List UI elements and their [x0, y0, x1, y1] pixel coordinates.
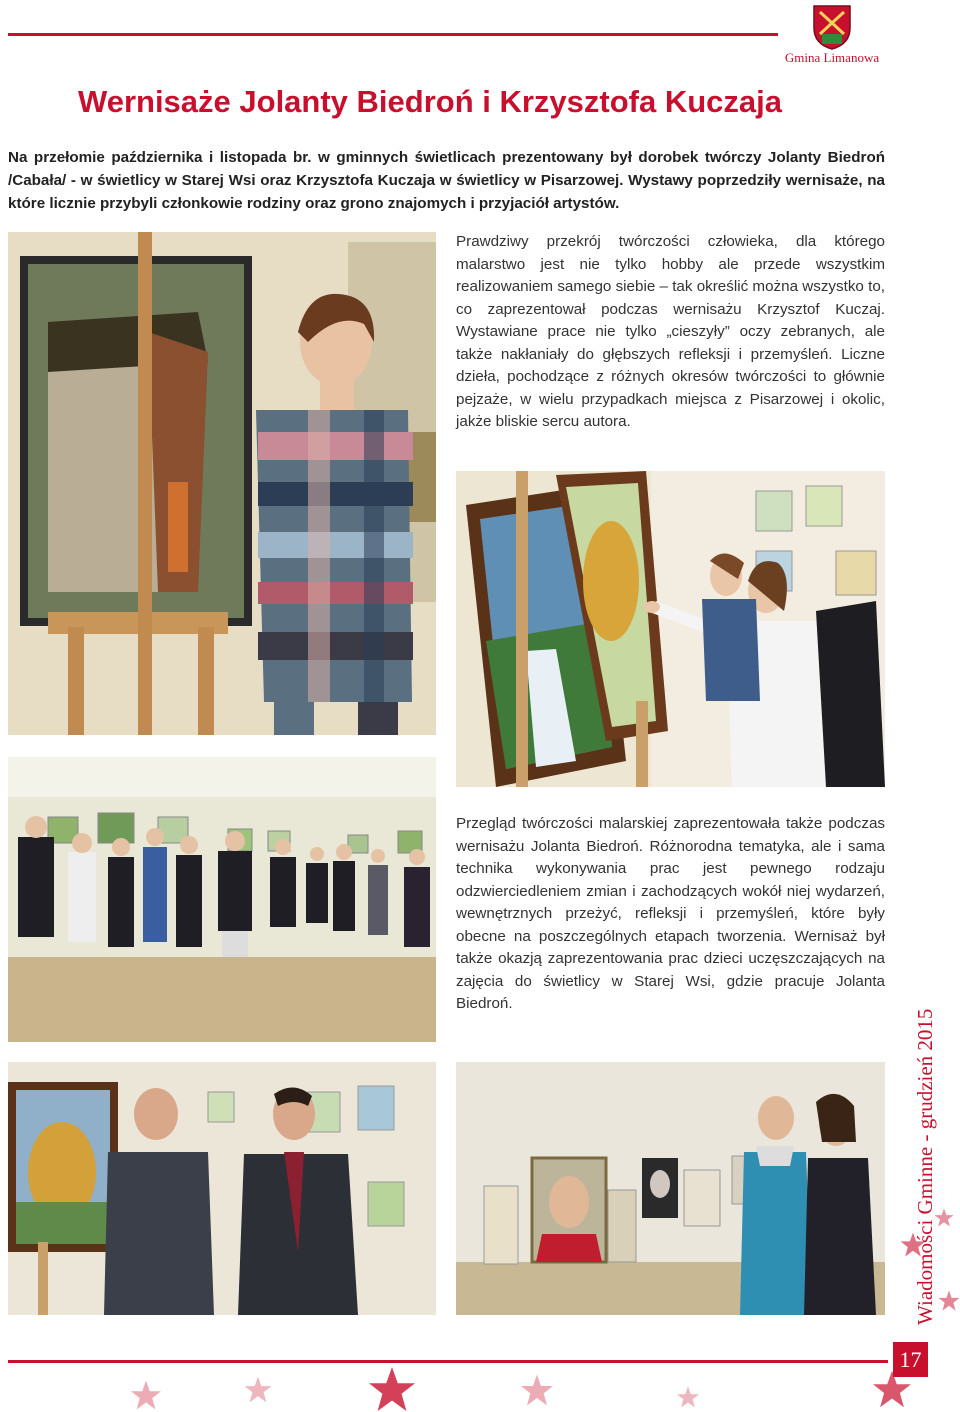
- star-decoration-icon: [520, 1374, 554, 1406]
- photo-men-at-exhibition: [8, 1062, 436, 1315]
- issue-side-label: Wiadomości Gminne - grudzień 2015: [913, 1008, 937, 1325]
- gmina-label: Gmina Limanowa: [784, 50, 880, 65]
- star-decoration-icon: [676, 1386, 700, 1408]
- photo-portraits-exhibition: [456, 1062, 885, 1315]
- article-lead: Na przełomie października i listopada br. w gminnych świetlicach prezentowany był dorobek twórczy Jolanty Biedroń /Cabała/ - w świetlicy w Starej Wsi oraz Krzysztofa Kuczaja w świetlicy w Pisarzowej. Wystawy poprzedziły wernisaże, na które licznie przybyli członkowie rodziny oraz grono znajomych i przyjaciół artystów.: [8, 149, 885, 212]
- photo-gallery-hall-group: [8, 757, 436, 1042]
- star-decoration-icon: [130, 1380, 162, 1410]
- page-number: 17: [893, 1342, 928, 1377]
- footer-rule: [8, 1360, 888, 1363]
- gmina-crest-icon: [812, 4, 852, 50]
- article-title: Wernisaże Jolanty Biedroń i Krzysztofa Kuczaja: [78, 84, 783, 119]
- star-decoration-icon: [368, 1366, 416, 1412]
- article-paragraph-2: Przegląd twórczości malarskiej zaprezentowała także podczas wernisażu Jolanta Biedroń. Różnorodna tematyka, ale i sama technika wykonywania prac jest pewnego rodzaju odzwierciedleniem zmian i zachodzących wokół niej wydarzeń, wewnętrznych przeżyć, refleksji i przemyśleń, które były obecne na poszczególnych etapach tworzenia. Wernisaż był także okazją zaprezentowania prac dzieci uczęszczających na zajęcia do świetlicy w Starej Wsi, gdzie pracuje Jolanta Biedroń.: [456, 815, 885, 1012]
- photo-children-at-paintings: [456, 471, 885, 787]
- star-decoration-icon: [244, 1376, 272, 1403]
- header-rule: [8, 33, 778, 36]
- star-decoration-icon: [938, 1290, 960, 1311]
- article-paragraph-1: Prawdziwy przekrój twórczości człowieka, dla którego malarstwo jest nie tylko hobby ale przede wszystkim realizowaniem samego siebie – tak określić można wszystko to, co zaprezentował podczas wernisażu Krzysztof Kuczaj. Wystawiane prace nie tylko „cieszyły” oczy zebranych, ale także nakłaniały do głębszych refleksji i przemyśleń. Liczne dzieła, pochodzące z różnych okresów twórczości to głównie pejzaże, w wielu przypadkach miejsca z Pisarzowej i okolic, jakże bliskie sercu autora.: [456, 233, 885, 430]
- photo-artist-with-painting: [8, 232, 436, 735]
